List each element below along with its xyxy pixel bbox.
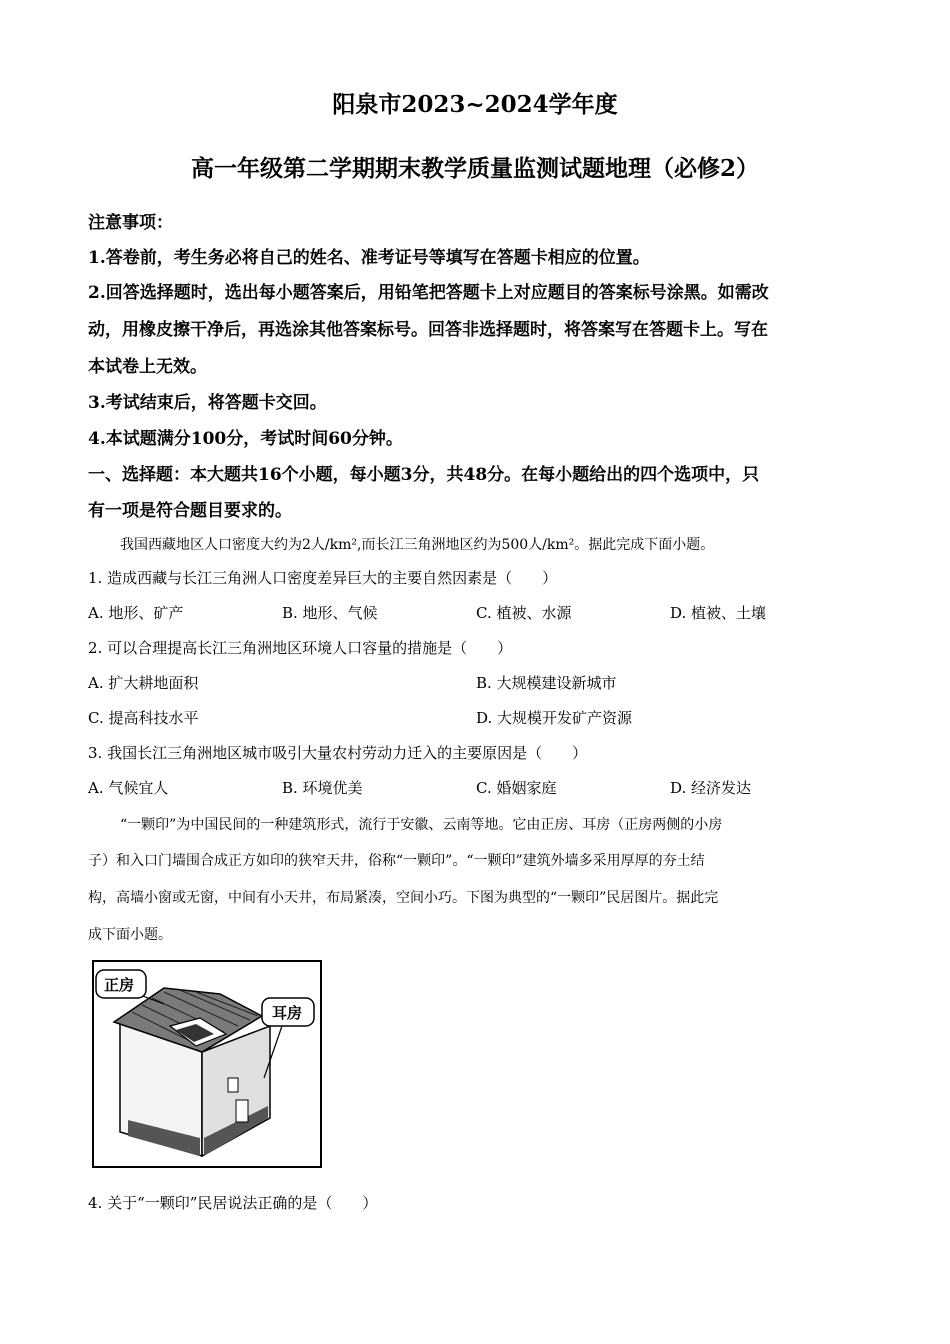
notice-heading: 注意事项：: [88, 213, 173, 233]
question-stem: 1. 造成西藏与长江三角洲人口密度差异巨大的主要自然因素是（ ）: [88, 569, 558, 587]
notice-item: 本试卷上无效。: [88, 357, 207, 377]
notice-item: 2.回答选择题时，选出每小题答案后，用铅笔把答题卡上对应题目的答案标号涂黑。如需改: [88, 283, 769, 303]
question-stem: 2. 可以合理提高长江三角洲地区环境人口容量的措施是（ ）: [88, 639, 513, 657]
label-side-room: 耳房: [272, 1004, 303, 1022]
notice-item: 3.考试结束后，将答题卡交回。: [88, 393, 327, 413]
option-a: A. 气候宜人: [88, 779, 169, 797]
section-heading: 一、选择题：本大题共16个小题，每小题3分，共48分。在每小题给出的四个选项中，只: [88, 465, 760, 485]
option-c: C. 植被、水源: [476, 604, 572, 622]
passage-text: 构，高墙小窗或无窗，中间有小天井，布局紧凑，空间小巧。下图为典型的“一颗印”民居图片。据此完: [88, 890, 719, 906]
yikeyin-house-figure: [92, 960, 322, 1168]
option-b: B. 环境优美: [282, 779, 363, 797]
option-d: D. 植被、土壤: [670, 604, 767, 622]
passage-text: 我国西藏地区人口密度大约为2人/km²,而长江三角洲地区约为500人/km²。据此完成下面小题。: [120, 537, 715, 553]
passage-text: 子）和入口门墙围合成正方如印的狭窄天井，俗称“一颗印”。“一颗印”建筑外墙多采用厚厚的夯土结: [88, 853, 705, 869]
option-a: A. 扩大耕地面积: [88, 674, 199, 692]
notice-item: 动，用橡皮擦干净后，再选涂其他答案标号。回答非选择题时，将答案写在答题卡上。写在: [88, 320, 768, 340]
exam-region-title: 阳泉市2023~2024学年度: [332, 91, 618, 118]
exam-subject-title: 高一年级第二学期期末教学质量监测试题地理（必修2）: [190, 155, 759, 182]
option-d: D. 大规模开发矿产资源: [476, 709, 633, 727]
passage-text: “一颗印”为中国民间的一种建筑形式，流行于安徽、云南等地。它由正房、耳房（正房两侧的小房: [120, 817, 723, 833]
notice-item: 1.答卷前，考生务必将自己的姓名、准考证号等填写在答题卡相应的位置。: [88, 248, 650, 268]
option-b: B. 地形、气候: [282, 604, 378, 622]
section-heading: 有一项是符合题目要求的。: [88, 501, 292, 521]
label-main-room: 正房: [104, 976, 135, 994]
option-a: A. 地形、矿产: [88, 604, 184, 622]
notice-item: 4.本试题满分100分，考试时间60分钟。: [88, 429, 403, 449]
passage-text: 成下面小题。: [88, 927, 172, 943]
option-c: C. 提高科技水平: [88, 709, 199, 727]
question-stem: 3. 我国长江三角洲地区城市吸引大量农村劳动力迁入的主要原因是（ ）: [88, 744, 588, 762]
option-c: C. 婚姻家庭: [476, 779, 557, 797]
option-b: B. 大规模建设新城市: [476, 674, 617, 692]
question-stem: 4. 关于“一颗印”民居说法正确的是（ ）: [88, 1194, 378, 1212]
option-d: D. 经济发达: [670, 779, 752, 797]
